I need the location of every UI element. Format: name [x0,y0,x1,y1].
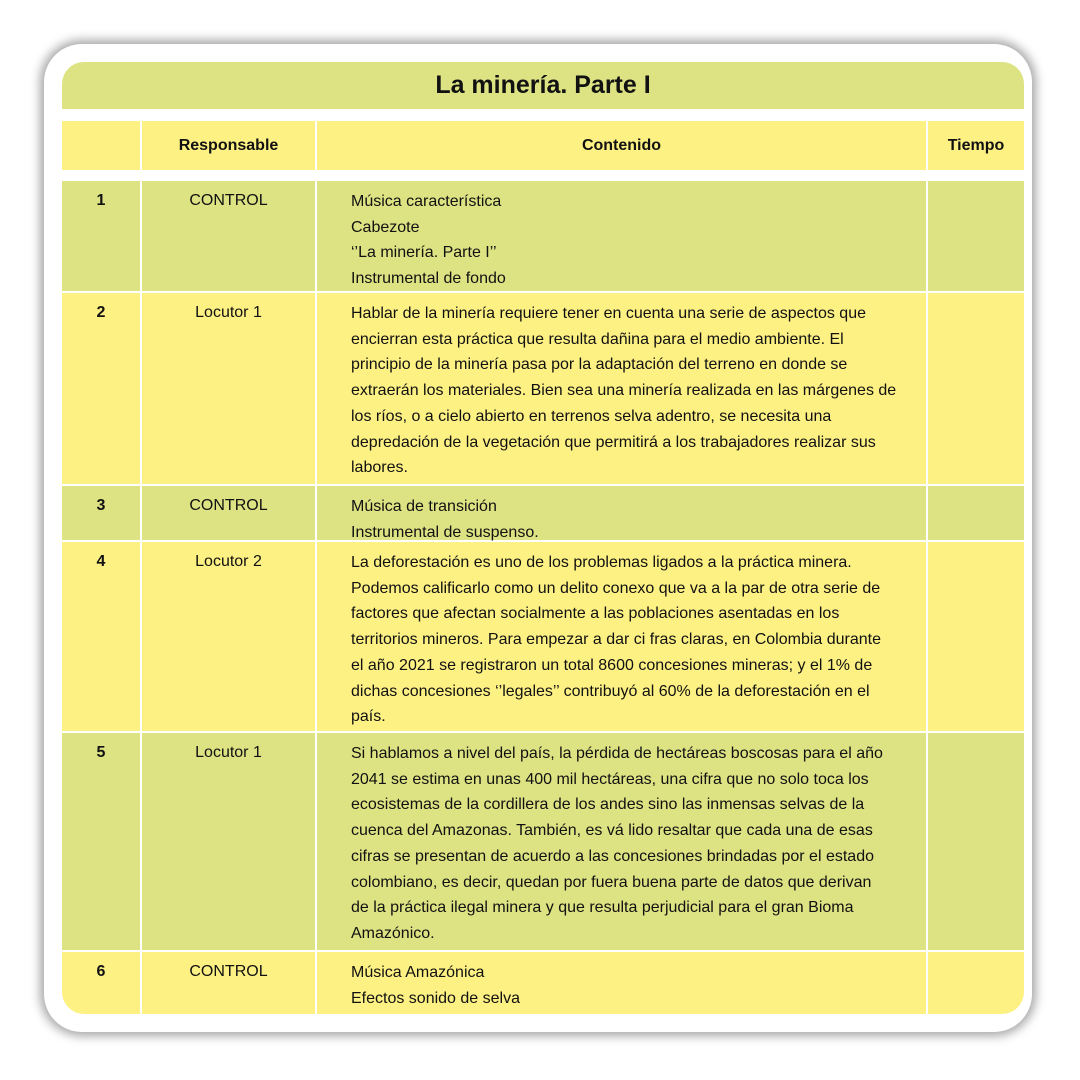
row-number: 3 [62,486,142,540]
content-line: país. [351,708,386,726]
content-line: encierran esta práctica que resulta dañina para el medio ambiente. El [351,330,844,348]
row-number: 1 [62,181,142,291]
content-line: factores que afectan socialmente a las poblaciones asentadas en los [351,605,840,623]
row-responsable: CONTROL [142,952,317,1014]
table-row [62,952,1024,1014]
row-number: 4 [62,542,142,731]
title-bar [62,62,1024,109]
row-number: 5 [62,733,142,950]
row-contenido [317,293,928,484]
content-line: Música Amazónica [351,964,485,981]
content-line: dichas concesiones ‘’legales’’ contribuyó al 60% de la deforestación en el [351,682,870,700]
header-tiempo: Tiempo [928,121,1024,170]
content-line: colombiano, es decir, quedan por fuera buena parte de datos que derivan [351,873,872,891]
row-tiempo [928,733,1024,950]
table-body [62,181,1024,1014]
content-line: La deforestación es uno de los problemas ligados a la práctica minera. [351,554,852,571]
table-row [62,733,1024,952]
row-responsable: Locutor 1 [142,293,317,484]
row-tiempo [928,181,1024,291]
content-line: Efectos sonido de selva [351,989,520,1007]
content-line: Podemos calificarlo como un delito conexo que va a la par de otra serie de [351,579,881,597]
row-tiempo [928,952,1024,1014]
content-line: Música de transición [351,498,497,515]
content-line: cifras se presentan de acuerdo a las concesiones brindadas por el estado [351,847,874,865]
row-responsable: Locutor 1 [142,733,317,950]
row-tiempo [928,486,1024,540]
row-contenido [317,952,928,1014]
row-responsable: CONTROL [142,486,317,540]
content-line: ecosistemas de la cordillera de los andes sino las inmensas selvas de la [351,796,865,814]
table-row [62,542,1024,733]
row-contenido [317,486,928,540]
row-responsable: CONTROL [142,181,317,291]
row-number: 2 [62,293,142,484]
header-contenido: Contenido [317,121,928,170]
content-line: 2041 se estima en unas 400 mil hectáreas, una cifra que no solo toca los [351,770,869,788]
content-line: Si hablamos a nivel del país, la pérdida de hectáreas boscosas para el año [351,745,883,762]
content-line: Instrumental de fondo [351,270,506,288]
table-row [62,293,1024,486]
content-line: ‘’La minería. Parte I’’ [351,244,497,262]
content-line: Amazónico. [351,924,435,942]
content-line: depredación de la vegetación que permitirá a los trabajadores realizar sus [351,433,876,451]
content-line: Música característica [351,193,502,210]
header-num [62,121,142,170]
row-contenido [317,181,928,291]
content-line: Instrumental de suspenso. [351,523,539,541]
table-header [62,121,1024,170]
script-table [62,62,1024,1014]
content-line: extraerán los materiales. Bien sea una minería realizada en las márgenes de [351,382,897,400]
row-tiempo [928,542,1024,731]
content-line: de la práctica ilegal minera y que resulta perjudicial para el gran Bioma [351,899,854,917]
content-line: territorios mineros. Para empezar a dar ci fras claras, en Colombia durante [351,631,881,649]
content-line: el año 2021 se registraron un total 8600 concesiones mineras; y el 1% de [351,656,873,674]
table-row [62,181,1024,293]
row-responsable: Locutor 2 [142,542,317,731]
header-responsable: Responsable [142,121,317,170]
row-contenido [317,733,928,950]
table-row [62,486,1024,542]
content-line: los ríos, o a cielo abierto en terrenos selva adentro, se necesita una [351,407,832,425]
content-line: labores. [351,459,408,477]
content-line: cuenca del Amazonas. También, es vá lido resaltar que cada una de esas [351,822,873,840]
content-line: Cabezote [351,218,420,236]
page-title: La minería. Parte I [435,71,651,99]
row-contenido [317,542,928,731]
row-number: 6 [62,952,142,1014]
row-tiempo [928,293,1024,484]
content-line: principio de la minería pasa por la adaptación del terreno en donde se [351,356,848,374]
content-line: Hablar de la minería requiere tener en cuenta una serie de aspectos que [351,305,866,322]
